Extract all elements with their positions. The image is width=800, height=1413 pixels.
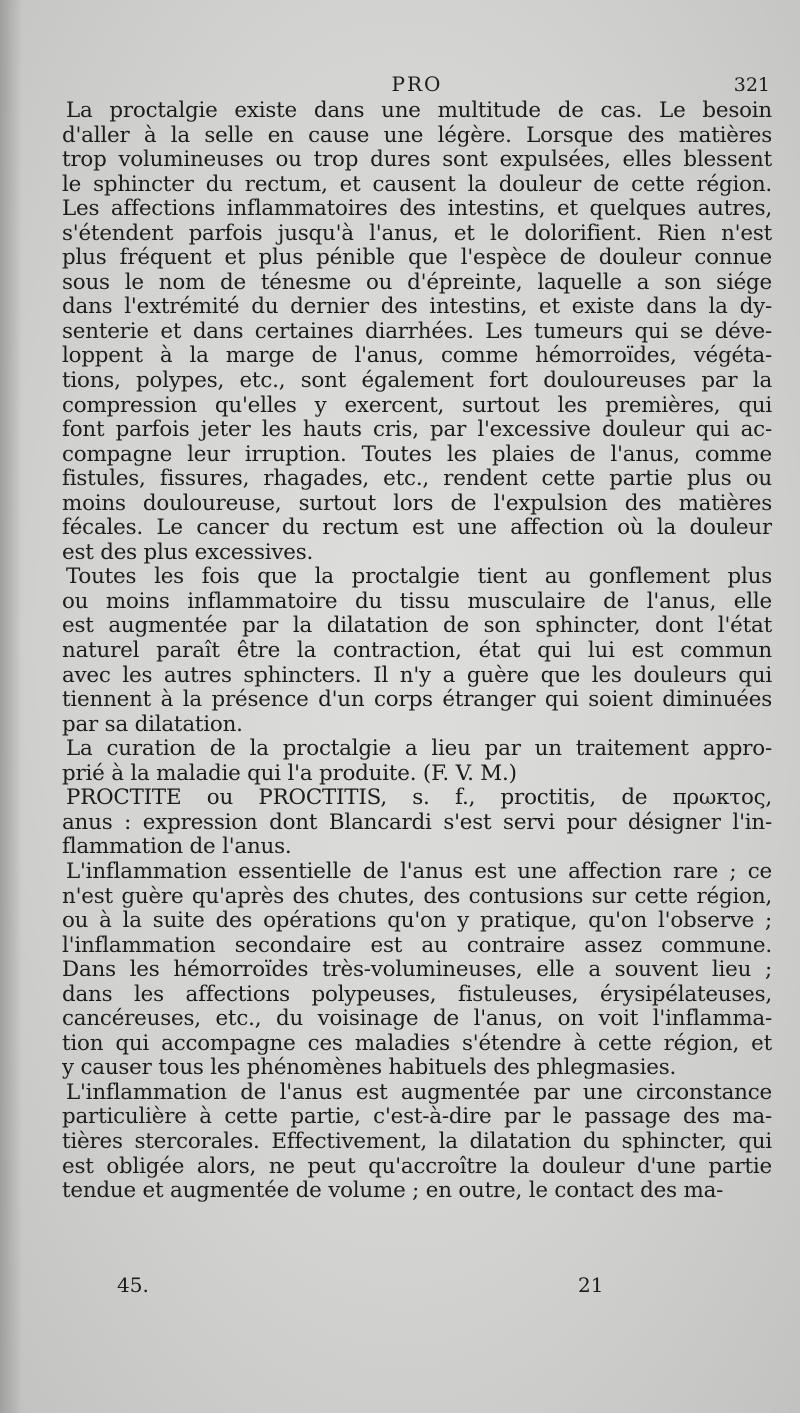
text-line: compagne leur irruption. Toutes les plaies de l'anus, comme (62, 442, 772, 467)
leaf-number: 21 (578, 1273, 604, 1297)
text-line: y causer tous les phénomènes habituels des phlegmasies. (62, 1056, 677, 1081)
gutter-shadow (0, 0, 22, 1413)
text-line: naturel paraît être la contraction, état qui lui est commun (62, 639, 772, 664)
text-line: dans l'extrémité du dernier des intestins, et existe dans la dy- (62, 295, 772, 320)
text-line: PROCTITE ou PROCTITIS, s. f., proctitis, de πρωκτος, (66, 786, 772, 811)
text-line: tiennent à la présence d'un corps étranger qui soient diminuées (62, 688, 772, 713)
text-line: tions, polypes, etc., sont également fort douloureuses par la (62, 369, 772, 394)
text-line: compression qu'elles y exercent, surtout les premières, qui (62, 393, 772, 418)
text-line: tion qui accompagne ces maladies s'étendre à cette région, et (62, 1031, 772, 1056)
paragraph (62, 786, 772, 860)
page-header (62, 70, 772, 102)
signature-mark: 45. (117, 1273, 149, 1297)
text-line: cancéreuses, etc., du voisinage de l'anus, on voit l'inflamma- (62, 1007, 772, 1032)
text-line: Les affections inflammatoires des intestins, et quelques autres, (62, 197, 772, 222)
text-line: senterie et dans certaines diarrhées. Les tumeurs qui se déve- (62, 319, 772, 344)
text-line: La proctalgie existe dans une multitude de cas. Le besoin (66, 99, 772, 123)
text-line: est obligée alors, ne peut qu'accroître la douleur d'une partie (62, 1154, 772, 1179)
text-line: Dans les hémorroïdes très-volumineuses, elle a souvent lieu ; (62, 958, 772, 983)
text-line: sous le nom de ténesme ou d'épreinte, laquelle a son siége (62, 270, 772, 295)
text-line: tières stercorales. Effectivement, la dilatation du sphincter, qui (62, 1129, 772, 1154)
text-line: s'étendent parfois jusqu'à l'anus, et le dolorifient. Rien n'est (62, 221, 772, 246)
text-line: tendue et augmentée de volume ; en outre, le contact des ma- (62, 1179, 724, 1204)
text-line: avec les autres sphincters. Il n'y a guère que les douleurs qui (62, 663, 772, 688)
text-line: L'inflammation essentielle de l'anus est une affection rare ; ce (66, 859, 772, 884)
text-line: par sa dilatation. (62, 712, 243, 737)
paragraph (62, 565, 772, 737)
text-line: trop volumineuses ou trop dures sont expulsées, elles blessent (62, 148, 772, 173)
page-footer (62, 1273, 772, 1301)
paragraph (62, 99, 772, 565)
text-line: prié à la maladie qui l'a produite. (F. V. M.) (62, 761, 517, 786)
text-line: d'aller à la selle en cause une légère. Lorsque des matières (62, 123, 772, 148)
text-line: Toutes les fois que la proctalgie tient au gonflement plus (66, 565, 772, 590)
paragraph (62, 737, 772, 786)
text-line: La curation de la proctalgie a lieu par un traitement appro- (66, 737, 772, 762)
text-line: particulière à cette partie, c'est-à-dire par le passage des ma- (62, 1105, 772, 1130)
text-line: fécales. Le cancer du rectum est une affection où la douleur (62, 516, 772, 541)
running-head: PRO (391, 72, 443, 96)
text-line: est augmentée par la dilatation de son sphincter, dont l'état (62, 614, 772, 639)
body-text (62, 99, 772, 1204)
text-line: plus fréquent et plus pénible que l'espèce de douleur connue (62, 246, 772, 271)
text-line: fistules, fissures, rhagades, etc., rendent cette partie plus ou (62, 467, 772, 492)
text-line: anus : expression dont Blancardi s'est servi pour désigner l'in- (62, 810, 772, 835)
text-line: est des plus excessives. (62, 540, 314, 565)
text-line: flammation de l'anus. (62, 835, 292, 860)
text-line: ou à la suite des opérations qu'on y pratique, qu'on l'observe ; (62, 909, 772, 934)
paragraph (62, 1081, 772, 1204)
text-line: dans les affections polypeuses, fistuleuses, érysipélateuses, (62, 982, 772, 1007)
text-line: n'est guère qu'après des chutes, des contusions sur cette région, (62, 884, 772, 909)
text-line: font parfois jeter les hauts cris, par l'excessive douleur qui ac- (62, 418, 772, 443)
text-line: moins douloureuse, surtout lors de l'expulsion des matières (62, 491, 772, 516)
text-line: l'inflammation secondaire est au contraire assez commune. (62, 933, 772, 958)
text-line: L'inflammation de l'anus est augmentée par une circonstance (66, 1080, 772, 1105)
paragraph (62, 860, 772, 1081)
text-line: loppent à la marge de l'anus, comme hémorroïdes, végéta- (62, 344, 772, 369)
text-line: le sphincter du rectum, et causent la douleur de cette région. (62, 172, 772, 197)
text-line: ou moins inflammatoire du tissu musculaire de l'anus, elle (62, 589, 772, 614)
page-number: 321 (733, 74, 770, 96)
